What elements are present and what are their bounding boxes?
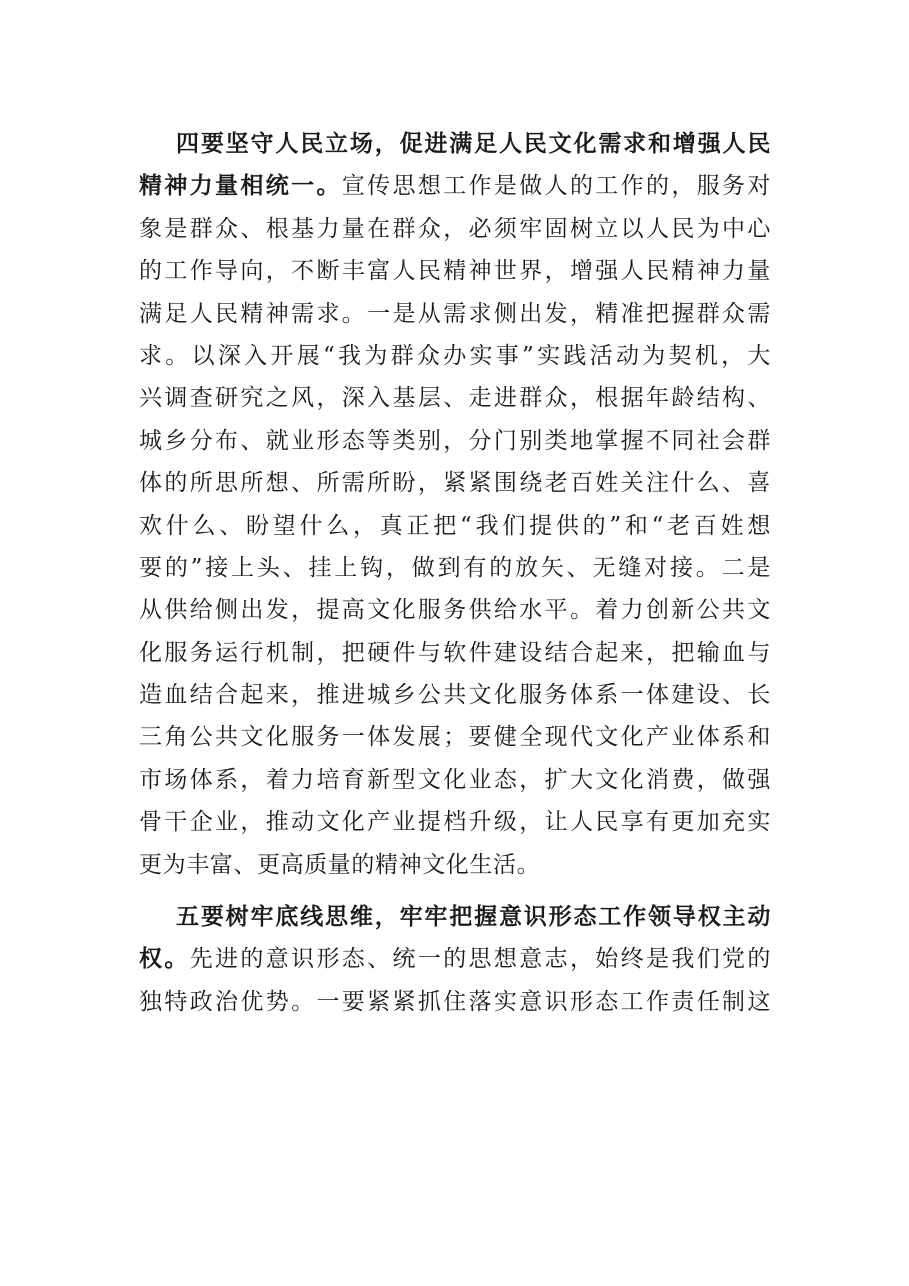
para4-line-6: 求。以深入开展“我为群众办实事”实践活动为契机，大 bbox=[139, 342, 771, 369]
document-body bbox=[139, 123, 771, 1023]
para4-text: 宣传思想工作是做人的工作的，服务对 bbox=[341, 173, 771, 200]
para5-heading: 五要树牢底线思维，牢牢把握意识形态工作领导权主动 bbox=[176, 903, 771, 931]
para4-line-17: 骨干企业，推动文化产业提档升级，让人民享有更加充实 bbox=[139, 809, 771, 836]
para4-line-16: 市场体系，着力培育新型文化业态，扩大文化消费，做强 bbox=[139, 766, 771, 793]
para4-line-12: 从供给侧出发，提高文化服务供给水平。着力创新公共文 bbox=[139, 597, 771, 624]
para5-line-2 bbox=[139, 938, 771, 980]
para4-line-5: 满足人民精神需求。一是从需求侧出发，精准把握群众需 bbox=[139, 300, 771, 327]
para4-line-1 bbox=[139, 123, 771, 165]
para4-line-4: 的工作导向，不断丰富人民精神世界，增强人民精神力量 bbox=[139, 258, 771, 285]
para4-line-14: 造血结合起来，推进城乡公共文化服务体系一体建设、长 bbox=[139, 682, 771, 709]
para4-line-2 bbox=[139, 165, 771, 207]
para4-heading: 四要坚守人民立场，促进满足人民文化需求和增强人民 bbox=[176, 130, 771, 157]
para4-line-9: 体的所思所想、所需所盼，紧紧围绕老百姓关注什么、喜 bbox=[139, 470, 771, 497]
para5-heading-end: 权。 bbox=[139, 945, 190, 973]
para4-line-3: 象是群众、根基力量在群众，必须牢固树立以人民为中心 bbox=[139, 215, 771, 242]
para5-text: 先进的意识形态、统一的思想意志，始终是我们党的 bbox=[189, 946, 771, 973]
para4-line-15: 三角公共文化服务一体发展；要健全现代文化产业体系和 bbox=[139, 724, 771, 751]
paragraph-gap bbox=[139, 886, 771, 896]
para4-line-7: 兴调查研究之风，深入基层、走进群众，根据年龄结构、 bbox=[139, 385, 771, 412]
para4-line-10: 欢什么、盼望什么，真正把“我们提供的”和“老百姓想 bbox=[139, 512, 771, 539]
para4-line-11: 要的”接上头、挂上钩，做到有的放矢、无缝对接。二是 bbox=[139, 554, 771, 581]
para5-line-3: 独特政治优势。一要紧紧抓住落实意识形态工作责任制这 bbox=[139, 988, 771, 1015]
para5-line-1 bbox=[139, 896, 771, 938]
para4-heading-end: 精神力量相统一。 bbox=[139, 172, 342, 200]
para4-line-8: 城乡分布、就业形态等类别，分门别类地掌握不同社会群 bbox=[139, 427, 771, 454]
para4-line-18: 更为丰富、更高质量的精神文化生活。 bbox=[139, 851, 541, 878]
para4-line-13: 化服务运行机制，把硬件与软件建设结合起来，把输血与 bbox=[139, 639, 771, 666]
